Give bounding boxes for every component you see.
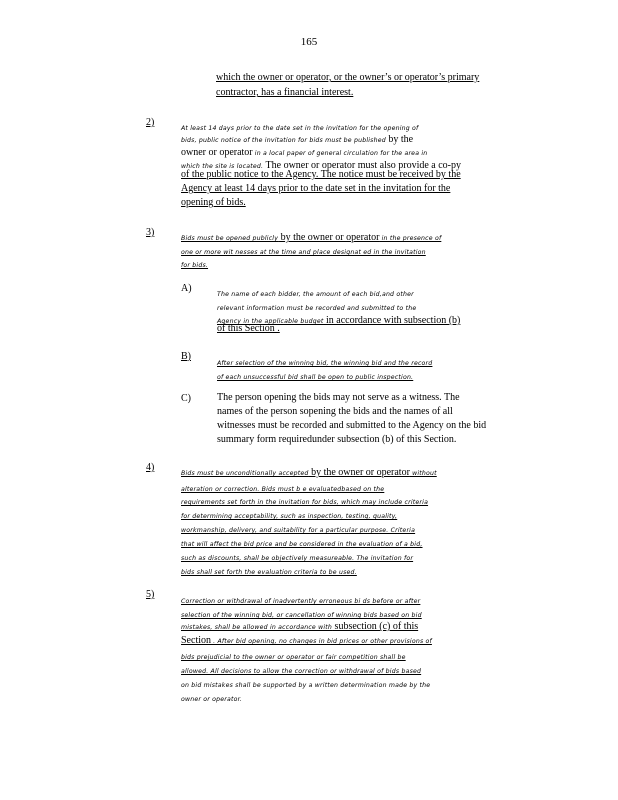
text-span: on bid mistakes shall be supported by a written determination made by the: [181, 682, 431, 689]
text-span: which the owner or operator, or the owner’s or operator’s primary: [216, 72, 480, 83]
text-span: requirements set forth in the invitation for bids, which may include criteria: [181, 499, 429, 506]
section-2-line-7: [181, 198, 246, 208]
text-span: names of the person sopening the bids and the names of all: [217, 406, 453, 417]
text-span: bids, public notice of the invitation for bids must be published: [181, 137, 386, 144]
subsection-b-label: B): [181, 351, 191, 362]
subsection-c-line-1: [217, 393, 460, 403]
text-span: bids prejudicial to the owner or operator or fair competition shall be: [181, 654, 406, 661]
text-span: The name of each bidder, the amount of each bid,and other: [217, 291, 414, 298]
text-span: one or more wit nesses at the time and place designat ed in the invitation: [181, 249, 426, 256]
text-span: in a local paper of general circulation for the area in: [252, 150, 428, 157]
text-span: of this Section .: [217, 323, 280, 334]
section-2-line-5: [181, 170, 461, 180]
text-span: opening of bids.: [181, 197, 246, 208]
text-span: by the owner or operator: [278, 232, 380, 243]
text-span: Correction or withdrawal of inadvertently erroneous bi ds before or after: [181, 598, 421, 605]
section-2-number: 2): [146, 117, 155, 128]
text-span: The owner or operator must also provide a co-py: [263, 160, 462, 171]
text-span: contractor, has a financial interest.: [216, 87, 354, 98]
subsection-c-line-2: [217, 407, 453, 417]
text-span: owner or operator.: [181, 696, 242, 703]
text-span: for bids.: [181, 262, 209, 269]
text-span: At least 14 days prior to the date set in the invitation for the opening of: [181, 125, 419, 132]
subsection-a-label: A): [181, 283, 192, 294]
continuation-line-1: [216, 73, 479, 83]
subsection-c-line-3: [217, 421, 486, 431]
text-span: selection of the winning bid, or cancellation of winning bids based on bid: [181, 612, 422, 619]
text-span: of the public notice to the Agency. The notice must be received by the: [181, 169, 461, 180]
text-span: Agency in the applicable budget: [217, 318, 324, 325]
text-span: witnesses must be recorded and submitted to the Agency on the bid: [217, 420, 487, 431]
text-span: Bids must be unconditionally accepted: [181, 470, 309, 477]
text-span: for determining acceptability, such as inspection, testing, quality,: [181, 513, 398, 520]
text-span: . After bid opening, no changes in bid prices or other provisions of: [211, 638, 432, 645]
text-span: The person opening the bids may not serve as a witness. The: [217, 392, 460, 403]
text-span: without: [409, 470, 437, 477]
text-span: allowed. All decisions to allow the correction or withdrawal of bids based: [181, 668, 422, 675]
text-span: alteration or correction. Bids must b e evaluatedbased on the: [181, 486, 385, 493]
text-span: Section: [181, 635, 211, 646]
section-4-line-8: [181, 562, 357, 578]
section-3-number: 3): [146, 227, 155, 238]
text-span: subsection (c) of this: [332, 621, 419, 632]
text-span: summary form requiredunder subsection (b) of this Section.: [217, 434, 457, 445]
text-span: which the site is located.: [181, 163, 264, 170]
text-span: Bids must be opened publicly: [181, 235, 279, 242]
text-span: such as discounts, shall be objectively measureable. The invitation for: [181, 555, 414, 562]
text-span: owner or operator: [181, 147, 253, 158]
text-span: relevant information must be recorded and submitted to the: [217, 305, 417, 312]
subsection-a-line-4: [217, 324, 280, 334]
section-2-line-6: [181, 184, 450, 194]
text-span: Agency at least 14 days prior to the date set in the invitation for the: [181, 183, 451, 194]
subsection-c-line-4: [217, 435, 456, 445]
section-4-number: 4): [146, 462, 155, 473]
section-3-line-3: [181, 255, 208, 271]
text-span: After selection of the winning bid, the winning bid and the record: [217, 360, 433, 367]
page-number: 165: [300, 36, 318, 48]
section-4-line-1: [181, 463, 437, 479]
text-span: in accordance with subsection (b): [323, 315, 461, 326]
section-5-number: 5): [146, 589, 155, 600]
subsection-c-label: C): [181, 393, 191, 404]
text-span: that will affect the bid price and be considered in the evaluation of a bid,: [181, 541, 423, 548]
text-span: of each unsuccessful bid shall be open to public inspection.: [217, 374, 414, 381]
continuation-line-2: [216, 88, 353, 98]
text-span: mistakes, shall be allowed in accordance with: [181, 624, 333, 631]
section-5-line-4: [181, 631, 432, 647]
text-span: bids shall set forth the evaluation criteria to be used.: [181, 569, 357, 576]
text-span: by the: [385, 134, 414, 145]
text-span: workmanship, delivery, and suitability for a particular purpose. Criteria: [181, 527, 416, 534]
section-5-line-8: [181, 689, 242, 705]
subsection-b-line-2: [217, 367, 413, 383]
text-span: by the owner or operator: [308, 467, 410, 478]
section-3-line-2: [181, 242, 426, 258]
text-span: in the presence of: [379, 235, 442, 242]
